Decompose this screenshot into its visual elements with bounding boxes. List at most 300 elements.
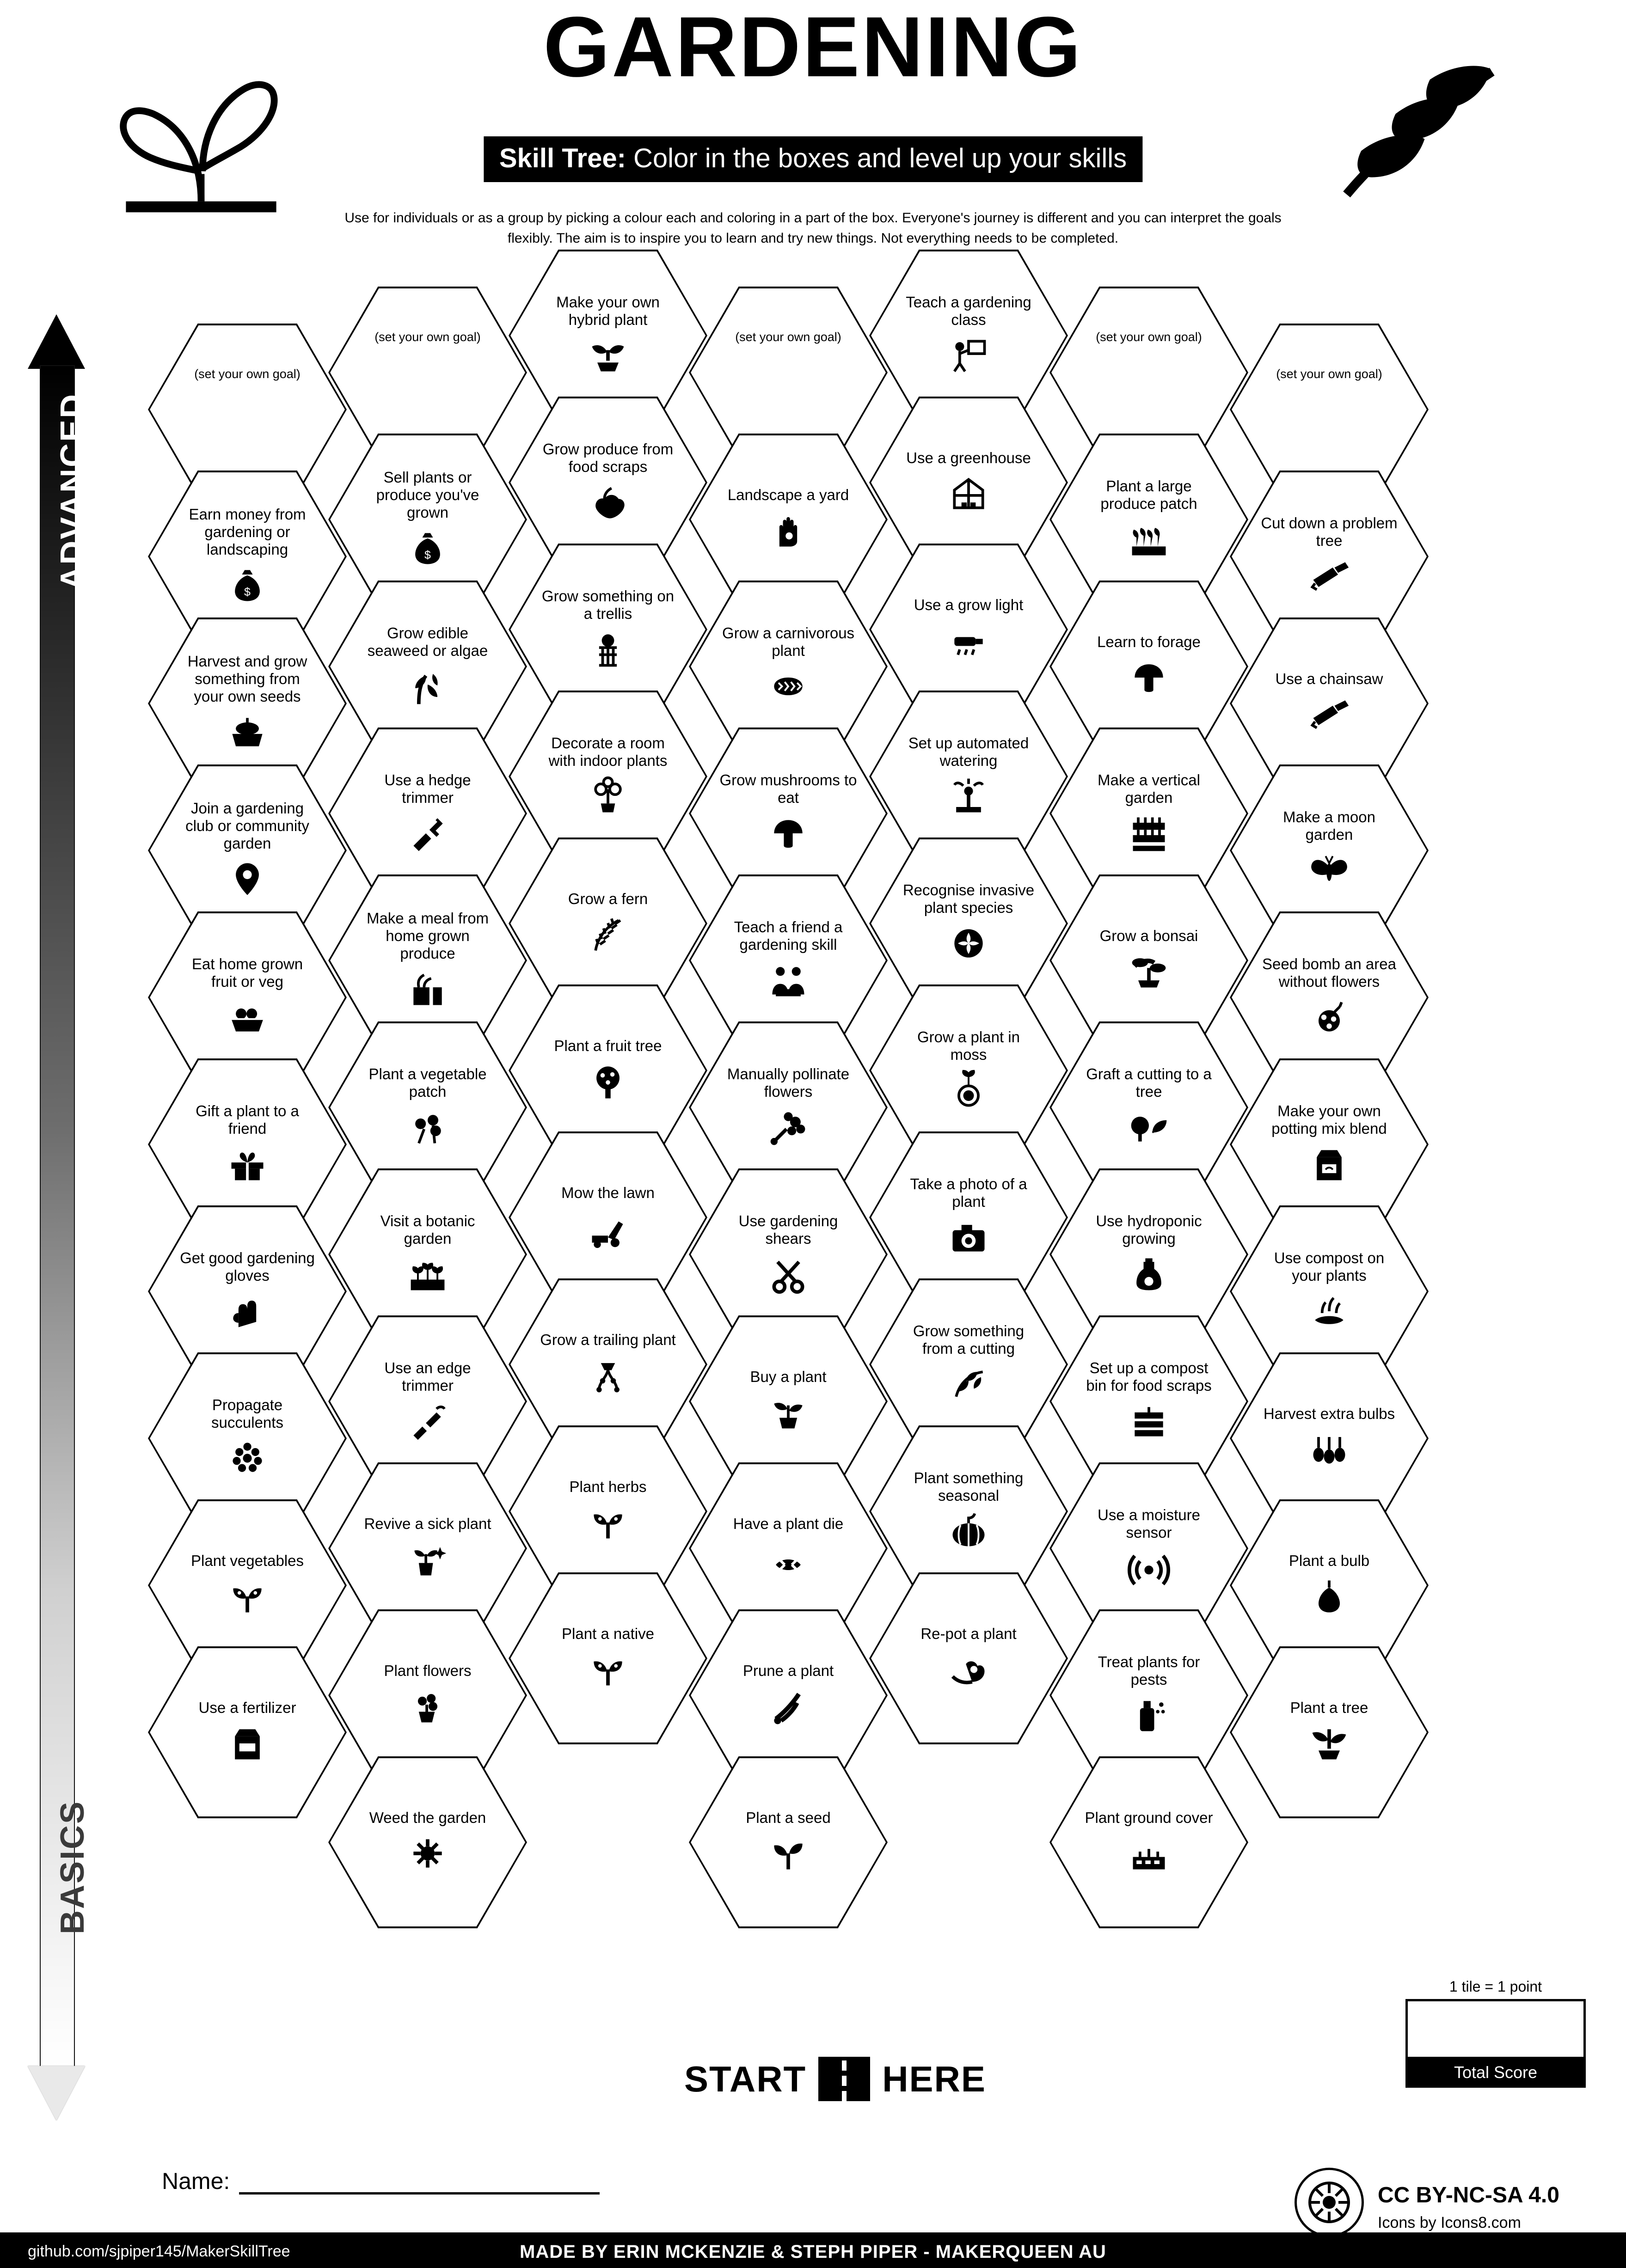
succulent-icon xyxy=(226,1436,269,1480)
tile-content xyxy=(539,587,677,672)
skill-tile[interactable] xyxy=(509,1572,707,1744)
tile-label: Plant a tree xyxy=(1290,1699,1368,1716)
gloves-icon xyxy=(226,1289,269,1333)
tile-content xyxy=(1260,367,1399,381)
skill-tile[interactable] xyxy=(689,1168,888,1340)
tile-content xyxy=(539,440,677,525)
tile-label: Propagate succulents xyxy=(211,1396,283,1431)
name-label: Name: xyxy=(162,2168,230,2194)
pruners-icon xyxy=(767,1684,810,1729)
skill-tile[interactable] xyxy=(1230,324,1429,495)
tile-content xyxy=(719,1065,858,1150)
tile-content xyxy=(1080,330,1218,344)
axis-label-advanced: ADVANCED xyxy=(54,393,91,590)
skill-tile[interactable] xyxy=(689,287,888,458)
tile-content xyxy=(178,800,317,902)
tile-content xyxy=(539,734,677,819)
tile-content xyxy=(899,1028,1038,1113)
moisture-sensor-icon xyxy=(1128,1546,1170,1590)
skill-tile[interactable] xyxy=(1049,1021,1248,1193)
tile-content xyxy=(719,624,858,709)
tile-content xyxy=(358,1515,497,1582)
tile-label: Join a gardening club or community garden xyxy=(185,799,309,852)
tile-label: Harvest and grow something from your own seeds xyxy=(187,652,307,705)
skill-tile[interactable] xyxy=(1049,1609,1248,1781)
tile-content xyxy=(358,1065,497,1150)
tile-label: Plant a large produce patch xyxy=(1100,477,1197,512)
fruit-basket-icon xyxy=(226,995,269,1039)
bonsai-icon xyxy=(1128,949,1170,994)
tile-label: Gift a plant to a friend xyxy=(196,1102,299,1137)
hex-fill[interactable] xyxy=(1232,325,1427,494)
tile-label: Prune a plant xyxy=(742,1662,834,1679)
tile-content xyxy=(539,1478,677,1545)
skill-tile[interactable] xyxy=(328,434,527,605)
skill-tile[interactable] xyxy=(689,434,888,605)
tile-content xyxy=(899,1322,1038,1407)
tile-content xyxy=(1080,1506,1218,1591)
tile-content xyxy=(1260,955,1399,1040)
skill-tile[interactable] xyxy=(509,691,707,862)
seaweed-icon xyxy=(406,664,449,709)
skill-tile[interactable] xyxy=(148,764,347,936)
cc-badge-icon xyxy=(1295,2168,1364,2237)
tile-label: Earn money from gardening or landscaping xyxy=(189,505,306,558)
carnivorous-plant-icon xyxy=(767,664,810,709)
skill-tile[interactable] xyxy=(1049,287,1248,458)
subtitle-label: Skill Tree: xyxy=(499,143,626,173)
tile-content xyxy=(178,1102,317,1187)
skill-tile[interactable] xyxy=(148,911,347,1083)
here-word: HERE xyxy=(882,2058,986,2099)
tile-content xyxy=(719,1809,858,1876)
tile-label: Recognise invasive plant species xyxy=(902,881,1035,916)
skill-tile[interactable] xyxy=(328,727,527,899)
hex-fill[interactable] xyxy=(691,288,886,457)
garden-bed-icon xyxy=(406,1252,449,1296)
skill-tile[interactable] xyxy=(1049,874,1248,1046)
tile-content xyxy=(358,624,497,709)
skill-tile[interactable] xyxy=(869,1572,1068,1744)
sprout-leaves-icon xyxy=(587,1647,629,1692)
skill-tile[interactable] xyxy=(509,1278,707,1450)
tile-content xyxy=(358,1809,497,1876)
tile-label: Plant a vegetable patch xyxy=(368,1065,487,1100)
skill-tile[interactable] xyxy=(1049,1756,1248,1928)
skill-tile[interactable] xyxy=(148,617,347,789)
tile-content xyxy=(899,293,1038,378)
name-field[interactable] xyxy=(162,2168,600,2195)
tile-content xyxy=(1260,670,1399,737)
tile-label: Use a chainsaw xyxy=(1275,670,1383,687)
tile-content xyxy=(358,1662,497,1729)
tile-content xyxy=(1080,1809,1218,1876)
shears-icon xyxy=(767,1252,810,1296)
tile-label: Grow a plant in moss xyxy=(917,1028,1020,1063)
tile-label: Use gardening shears xyxy=(738,1212,838,1247)
tile-label: Use a fertilizer xyxy=(198,1699,296,1716)
revive-plant-icon xyxy=(406,1537,449,1582)
bulbs-icon xyxy=(1308,1427,1350,1472)
graft-icon xyxy=(1128,1105,1170,1149)
tile-label: Eat home grown fruit or veg xyxy=(191,955,303,990)
tile-content xyxy=(1260,1102,1399,1187)
tile-content xyxy=(899,1625,1038,1692)
skill-tile[interactable] xyxy=(1230,1646,1429,1818)
skill-tile[interactable] xyxy=(148,1646,347,1818)
skill-tile[interactable] xyxy=(1230,764,1429,936)
tile-content xyxy=(719,1212,858,1297)
tile-content xyxy=(178,1552,317,1619)
skill-tile[interactable] xyxy=(869,250,1068,422)
skill-tile[interactable] xyxy=(689,581,888,752)
hand-landscape-icon xyxy=(767,508,810,553)
tile-label: Use hydroponic growing xyxy=(1096,1212,1202,1247)
tile-label: (set your own goal) xyxy=(1096,330,1202,344)
sprinkler-icon xyxy=(947,774,990,819)
skill-tile[interactable] xyxy=(1230,1499,1429,1671)
tile-label: (set your own goal) xyxy=(1276,367,1382,381)
skill-tile[interactable] xyxy=(509,838,707,1009)
tile-content xyxy=(1260,1249,1399,1334)
skill-tile[interactable] xyxy=(689,1609,888,1781)
hex-fill[interactable] xyxy=(1051,288,1246,457)
tile-label: Use a grow light xyxy=(914,596,1024,613)
skill-tile[interactable] xyxy=(869,1131,1068,1303)
meal-icon xyxy=(406,967,449,1011)
tile-content xyxy=(539,1037,677,1104)
tile-label: Revive a sick plant xyxy=(364,1515,491,1532)
icon-attribution: Icons by Icons8.com xyxy=(1378,2214,1521,2231)
tile-content xyxy=(719,771,858,856)
chainsaw-icon xyxy=(1308,692,1350,737)
tile-label: Plant something seasonal xyxy=(914,1469,1024,1504)
tile-label: Seed bomb an area without flowers xyxy=(1262,955,1396,990)
skill-tile[interactable] xyxy=(148,471,347,642)
skill-tile[interactable] xyxy=(1049,1462,1248,1634)
skill-tile[interactable] xyxy=(1049,434,1248,605)
tile-label: Plant ground cover xyxy=(1085,1809,1213,1826)
tile-label: Plant flowers xyxy=(384,1662,472,1679)
skill-tile[interactable] xyxy=(148,1352,347,1524)
tile-label: Grow a fern xyxy=(568,890,648,907)
tile-label: Treat plants for pests xyxy=(1098,1653,1200,1688)
sprout-leaves-icon xyxy=(587,1500,629,1545)
mushroom-icon xyxy=(767,811,810,856)
score-input[interactable] xyxy=(1405,1999,1586,2059)
fertilizer-bag-icon xyxy=(226,1721,269,1766)
name-input-line[interactable] xyxy=(239,2172,600,2195)
tile-content xyxy=(539,890,677,957)
tile-label: Use a greenhouse xyxy=(906,449,1031,466)
tile-label: Landscape a yard xyxy=(727,486,849,503)
skill-tile[interactable] xyxy=(869,838,1068,1009)
tile-label: Plant vegetables xyxy=(190,1552,304,1569)
tile-content xyxy=(899,1175,1038,1260)
skill-tile[interactable] xyxy=(1049,581,1248,752)
tile-label: (set your own goal) xyxy=(374,330,481,344)
tile-label: Make a meal from home grown produce xyxy=(366,909,489,962)
location-pin-icon xyxy=(226,857,269,901)
flower-pot-icon xyxy=(406,1684,449,1729)
produce-patch-icon xyxy=(1128,517,1170,562)
pollinate-icon xyxy=(767,1105,810,1149)
skill-tile[interactable] xyxy=(869,984,1068,1156)
tile-content xyxy=(1080,771,1218,856)
skill-tile[interactable] xyxy=(1230,471,1429,642)
svg-text:$: $ xyxy=(424,549,431,562)
veg-patch-icon xyxy=(406,1105,449,1149)
tile-content xyxy=(899,1469,1038,1554)
skill-tile[interactable] xyxy=(148,324,347,495)
potted-plant-icon xyxy=(767,1390,810,1435)
tile-label: Re-pot a plant xyxy=(920,1625,1017,1642)
tile-label: Use a moisture sensor xyxy=(1098,1506,1200,1541)
tile-label: Make a vertical garden xyxy=(1098,771,1200,806)
skill-tile[interactable] xyxy=(869,691,1068,862)
tile-label: Grow a carnivorous plant xyxy=(722,624,855,659)
camera-icon xyxy=(947,1215,990,1259)
tile-label: Get good gardening gloves xyxy=(180,1249,315,1284)
food-scraps-icon xyxy=(587,480,629,525)
skill-tile[interactable] xyxy=(689,874,888,1046)
tile-label: Weed the garden xyxy=(369,1809,486,1826)
tile-content xyxy=(178,955,317,1040)
skill-tile[interactable] xyxy=(509,984,707,1156)
tile-content xyxy=(719,486,858,553)
tile-label: Learn to forage xyxy=(1097,633,1201,650)
potting-mix-icon xyxy=(1308,1142,1350,1186)
tile-label: Make your own potting mix blend xyxy=(1271,1102,1387,1137)
tile-content xyxy=(719,1368,858,1435)
skill-tile[interactable] xyxy=(509,250,707,422)
moss-ball-icon xyxy=(947,1068,990,1113)
tile-label: Decorate a room with indoor plants xyxy=(548,734,668,769)
tile-content xyxy=(1080,1212,1218,1297)
garlic-bulb-icon xyxy=(1308,1574,1350,1619)
hex-fill[interactable] xyxy=(330,288,525,457)
tile-label: Grow mushrooms to eat xyxy=(719,771,857,806)
skill-tile[interactable] xyxy=(1230,1205,1429,1377)
chainsaw-icon xyxy=(1308,554,1350,599)
tree-icon xyxy=(1308,1721,1350,1766)
tile-content xyxy=(358,469,497,571)
tile-label: Have a plant die xyxy=(733,1515,844,1532)
pest-spray-icon xyxy=(1128,1693,1170,1737)
tile-label: Grow a trailing plant xyxy=(540,1331,676,1348)
licence-text: CC BY-NC-SA 4.0 xyxy=(1378,2183,1559,2207)
tile-label: (set your own goal) xyxy=(735,330,841,344)
skill-tile[interactable] xyxy=(1230,1058,1429,1230)
greenhouse-icon xyxy=(947,471,990,516)
tile-content xyxy=(1260,808,1399,893)
skill-tile[interactable] xyxy=(328,874,527,1046)
skill-tile[interactable] xyxy=(328,1168,527,1340)
tile-label: Cut down a problem tree xyxy=(1261,514,1398,549)
hybrid-plant-icon xyxy=(587,333,629,378)
tile-content xyxy=(1080,477,1218,562)
svg-text:$: $ xyxy=(244,586,251,599)
skill-tile[interactable] xyxy=(328,1021,527,1193)
skill-tile[interactable] xyxy=(1049,1168,1248,1340)
tile-content xyxy=(1260,1552,1399,1619)
repot-icon xyxy=(947,1647,990,1692)
skill-tile[interactable] xyxy=(869,544,1068,715)
skill-tile[interactable] xyxy=(148,1058,347,1230)
skill-tile[interactable] xyxy=(689,1315,888,1487)
footer-link[interactable]: github.com/sjpiper145/MakerSkillTree xyxy=(28,2243,290,2260)
tile-content xyxy=(178,506,317,608)
tile-content xyxy=(358,1359,497,1444)
footer xyxy=(0,2232,1626,2268)
skill-tile[interactable] xyxy=(1230,911,1429,1083)
tile-content xyxy=(358,771,497,856)
skill-tile[interactable] xyxy=(689,1462,888,1634)
tile-label: Make a moon garden xyxy=(1283,808,1375,843)
tile-label: Use an edge trimmer xyxy=(384,1359,471,1394)
footer-credit: MADE BY ERIN MCKENZIE & STEPH PIPER - MAKERQUEEN AU xyxy=(520,2242,1106,2262)
skill-tile[interactable] xyxy=(509,1425,707,1597)
tile-content xyxy=(899,596,1038,663)
skill-tile[interactable] xyxy=(509,397,707,569)
tile-label: Use a hedge trimmer xyxy=(384,771,471,806)
teach-friend-icon xyxy=(767,958,810,1003)
tile-label: Harvest extra bulbs xyxy=(1263,1405,1395,1422)
seed-bomb-icon xyxy=(1308,995,1350,1039)
skill-tile[interactable] xyxy=(869,1278,1068,1450)
tile-content xyxy=(358,1212,497,1297)
skill-tile[interactable] xyxy=(328,1756,527,1928)
tile-content xyxy=(899,734,1038,819)
skill-tile[interactable] xyxy=(509,544,707,715)
dead-plant-icon xyxy=(767,1537,810,1582)
skill-tile[interactable] xyxy=(148,1499,347,1671)
tile-content xyxy=(719,918,858,1003)
tile-label: (set your own goal) xyxy=(194,367,301,381)
gift-plant-icon xyxy=(226,1142,269,1186)
seed-tray-icon xyxy=(226,710,269,754)
tile-content xyxy=(178,1249,317,1334)
skill-tile[interactable] xyxy=(1230,1352,1429,1524)
tile-content xyxy=(358,910,497,1012)
tile-content xyxy=(899,881,1038,966)
tile-label: Visit a botanic garden xyxy=(380,1212,475,1247)
tile-label: Grow a bonsai xyxy=(1099,927,1198,944)
axis-label-basics: BASICS xyxy=(54,1800,91,1935)
tile-content xyxy=(1080,1359,1218,1444)
tile-content xyxy=(539,1331,677,1398)
skill-tile[interactable] xyxy=(328,581,527,752)
skill-tile[interactable] xyxy=(509,1131,707,1303)
skill-tile[interactable] xyxy=(689,1021,888,1193)
tile-content xyxy=(719,1662,858,1729)
hydroponic-icon xyxy=(1128,1252,1170,1296)
score-label: Total Score xyxy=(1405,2059,1586,2088)
tile-label: Teach a friend a gardening skill xyxy=(734,918,843,953)
hedge-trimmer-icon xyxy=(406,811,449,856)
weed-icon xyxy=(406,1831,449,1876)
tile-label: Plant a bulb xyxy=(1289,1552,1370,1569)
money-bag-icon xyxy=(406,526,449,570)
skill-tile[interactable] xyxy=(869,1425,1068,1597)
tile-label: Plant herbs xyxy=(569,1478,647,1495)
tile-content xyxy=(1080,633,1218,700)
tile-label: Plant a native xyxy=(562,1625,654,1642)
sprout-leaves-icon xyxy=(226,1574,269,1619)
indoor-plant-icon xyxy=(587,774,629,819)
tile-content xyxy=(539,1625,677,1692)
skill-tile[interactable] xyxy=(148,1205,347,1377)
tile-content xyxy=(899,449,1038,516)
score-note: 1 tile = 1 point xyxy=(1449,1978,1542,1995)
fern-icon xyxy=(587,912,629,957)
teacher-icon xyxy=(947,333,990,378)
tile-label: Mow the lawn xyxy=(561,1184,655,1201)
moth-icon xyxy=(1308,848,1350,893)
road-icon xyxy=(818,2057,870,2101)
grow-light-icon xyxy=(947,618,990,663)
subtitle-text: Color in the boxes and level up your skills xyxy=(633,143,1127,173)
start-here-marker xyxy=(684,2057,986,2101)
seedling-icon xyxy=(767,1831,810,1876)
skill-tile[interactable] xyxy=(689,1756,888,1928)
tile-label: Graft a cutting to a tree xyxy=(1086,1065,1212,1100)
skill-tile[interactable] xyxy=(328,1315,527,1487)
skill-tile[interactable] xyxy=(1049,1315,1248,1487)
tile-content xyxy=(1260,1405,1399,1472)
skill-tile[interactable] xyxy=(1230,617,1429,789)
tile-label: Take a photo of a plant xyxy=(910,1175,1027,1210)
tile-content xyxy=(719,1515,858,1582)
hex-fill[interactable] xyxy=(150,325,345,494)
tile-label: Make your own hybrid plant xyxy=(556,293,660,328)
skill-tile[interactable] xyxy=(869,397,1068,569)
tile-content xyxy=(178,1396,317,1481)
trailing-plant-icon xyxy=(587,1353,629,1398)
skill-tile[interactable] xyxy=(328,287,527,458)
tile-label: Teach a gardening class xyxy=(906,293,1031,328)
tile-content xyxy=(178,1699,317,1766)
trellis-icon xyxy=(587,627,629,672)
tile-content xyxy=(1080,1065,1218,1150)
tile-content xyxy=(358,330,497,344)
tile-label: Sell plants or produce you've grown xyxy=(376,468,479,521)
skill-tile[interactable] xyxy=(328,1462,527,1634)
pumpkin-icon xyxy=(947,1509,990,1553)
tile-label: Plant a fruit tree xyxy=(554,1037,662,1054)
fruit-tree-icon xyxy=(587,1059,629,1104)
tile-label: Grow edible seaweed or algae xyxy=(367,624,488,659)
money-bag-icon xyxy=(226,563,269,607)
tile-label: Grow something from a cutting xyxy=(913,1322,1025,1357)
tile-content xyxy=(1080,1653,1218,1738)
edge-trimmer-icon xyxy=(406,1399,449,1443)
cutting-icon xyxy=(947,1362,990,1406)
skill-tile[interactable] xyxy=(689,727,888,899)
skill-tile[interactable] xyxy=(328,1609,527,1781)
tile-content xyxy=(1260,514,1399,599)
tile-content xyxy=(719,330,858,344)
tile-content xyxy=(1260,1699,1399,1766)
vertical-garden-icon xyxy=(1128,811,1170,856)
skill-tile[interactable] xyxy=(1049,727,1248,899)
tile-label: Buy a plant xyxy=(750,1368,827,1385)
start-word: START xyxy=(684,2058,807,2099)
tile-content xyxy=(178,653,317,755)
tile-label: Grow something on a trellis xyxy=(541,587,675,622)
ground-cover-icon xyxy=(1128,1831,1170,1876)
compost-bin-icon xyxy=(1128,1399,1170,1443)
